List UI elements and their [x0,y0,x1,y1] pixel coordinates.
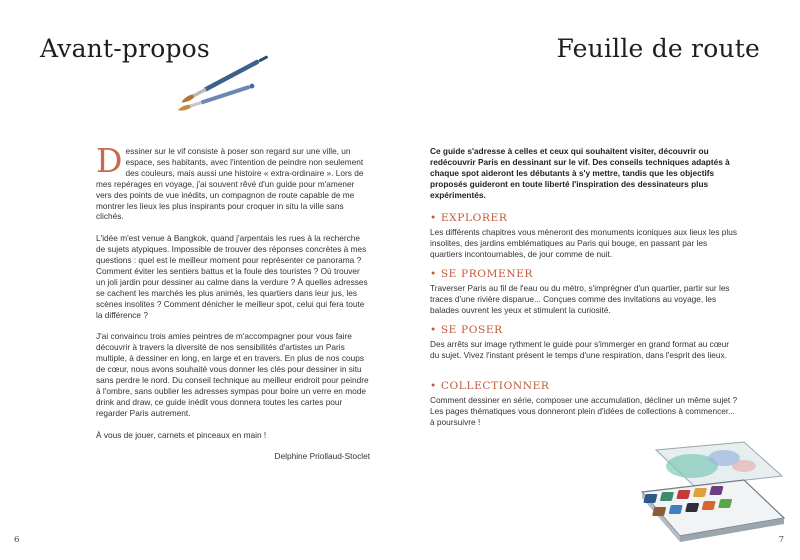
intro-paragraph-1 [96,141,370,222]
section-heading: • SE POSER [430,324,503,336]
section-text: Traverser Paris au fil de l'eau ou du métro, s'imprégner d'un quartier, partir sur les traces d'une rivière disparue... Conçues comme des invitations au voyage, les balades ouvrent les yeux et stimulent la curiosité. [430,283,730,315]
section-text: Comment dessiner en série, composer une accumulation, décliner un même sujet ? Les pages thématiques vous donneront plein d'idées de collections à commencer... à poursuivre ! [430,395,738,427]
dropcap: D [96,141,123,180]
intro-paragraph-3: J'ai convaincu trois amies peintres de m'accompagner pour vous faire découvrir à travers la diversité de nos sensibilités d'artistes un Paris multiple, à dessiner en long, en large et en travers. En plus de nos coups de cœur, nous avons souhaité vous donner les clés pour dessiner in situ sans perdre le nord. Du conseil technique au meilleur endroit pour peindre à l'ombre, sans oublier les adresses sympas pour boire un verre en mode drink and draw, ce guide inédit vous donnera toutes les cartes pour regarder Paris autrement. [96,331,369,418]
section-se-poser [430,324,740,361]
section-text: Des arrêts sur image rythment le guide pour s'immerger en grand format au cœur du sujet. Vivez l'instant présent le temps d'une respiration, dans l'esprit des lieux. [430,339,730,360]
intro-text [96,141,370,473]
intro-paragraph-4: À vous de jouer, carnets et pinceaux en main ! [96,429,267,440]
watercolor-palette-icon [632,436,794,548]
page-number: 7 [778,535,784,545]
section-heading: • EXPLORER [430,212,508,224]
right-page [400,0,800,560]
section-se-promener [430,268,740,316]
section-heading: • SE PROMENER [430,268,534,280]
page-title: Avant-propos [40,34,210,63]
section-collectionner [430,380,740,428]
author-signature: Delphine Priollaud-Stoclet [274,451,370,462]
section-explorer [430,212,740,260]
page-title: Feuille de route [556,34,760,63]
page-number: 6 [14,535,20,545]
lead-paragraph: Ce guide s'adresse à celles et ceux qui souhaitent visiter, découvrir ou redécouvrir Paris en dessinant sur le vif. Des conseils techniques adaptés à chaque spot aideront les débutants à s'y mettre, tandis que les objectifs proposés guideront en toute liberté l'inspiration des dessinateurs plus expérimentés. [430,146,730,200]
intro-paragraph-1-text: essiner sur le vif consiste à poser son regard sur une ville, un espace, ses habitants, avec l'intention de peindre non seulement des couleurs, mais aussi une histoire « extra-ordinaire ». Lors de mes repérages en voyage, j'ai souvent rêvé d'un guide pour m'amener vers des points de vue inédits, un compagnon de route capable de me montrer les lieux les plus inspirants pour croquer in situ la ville sans clichés. [96,146,364,222]
section-text: Les différents chapitres vous mèneront des monuments iconiques aux lieux les plus insolites, des jardins emblématiques au Paris qui bouge, en passant par les quartiers incontournables, de jour comme de nuit. [430,227,738,259]
section-heading: • COLLECTIONNER [430,380,550,392]
paintbrush-icon [172,40,282,120]
intro-paragraph-2: L'idée m'est venue à Bangkok, quand j'arpentais les rues à la recherche de sujets atypiques. Impossible de trouver des réponses concrètes à mes questions : quel est le meilleur moment pour représenter ce panorama ? Comment éviter les sentiers battus et la foule des touristes ? Où trouver un joli jardin pour dessiner au calme dans la verdure ? À quelles adresses se cachent les marchés les plus animés, les quartiers dans leur jus, les scènes insolites ? Comment dénicher le meilleur spot, celui qui fera toute la différence ? [96,233,368,320]
